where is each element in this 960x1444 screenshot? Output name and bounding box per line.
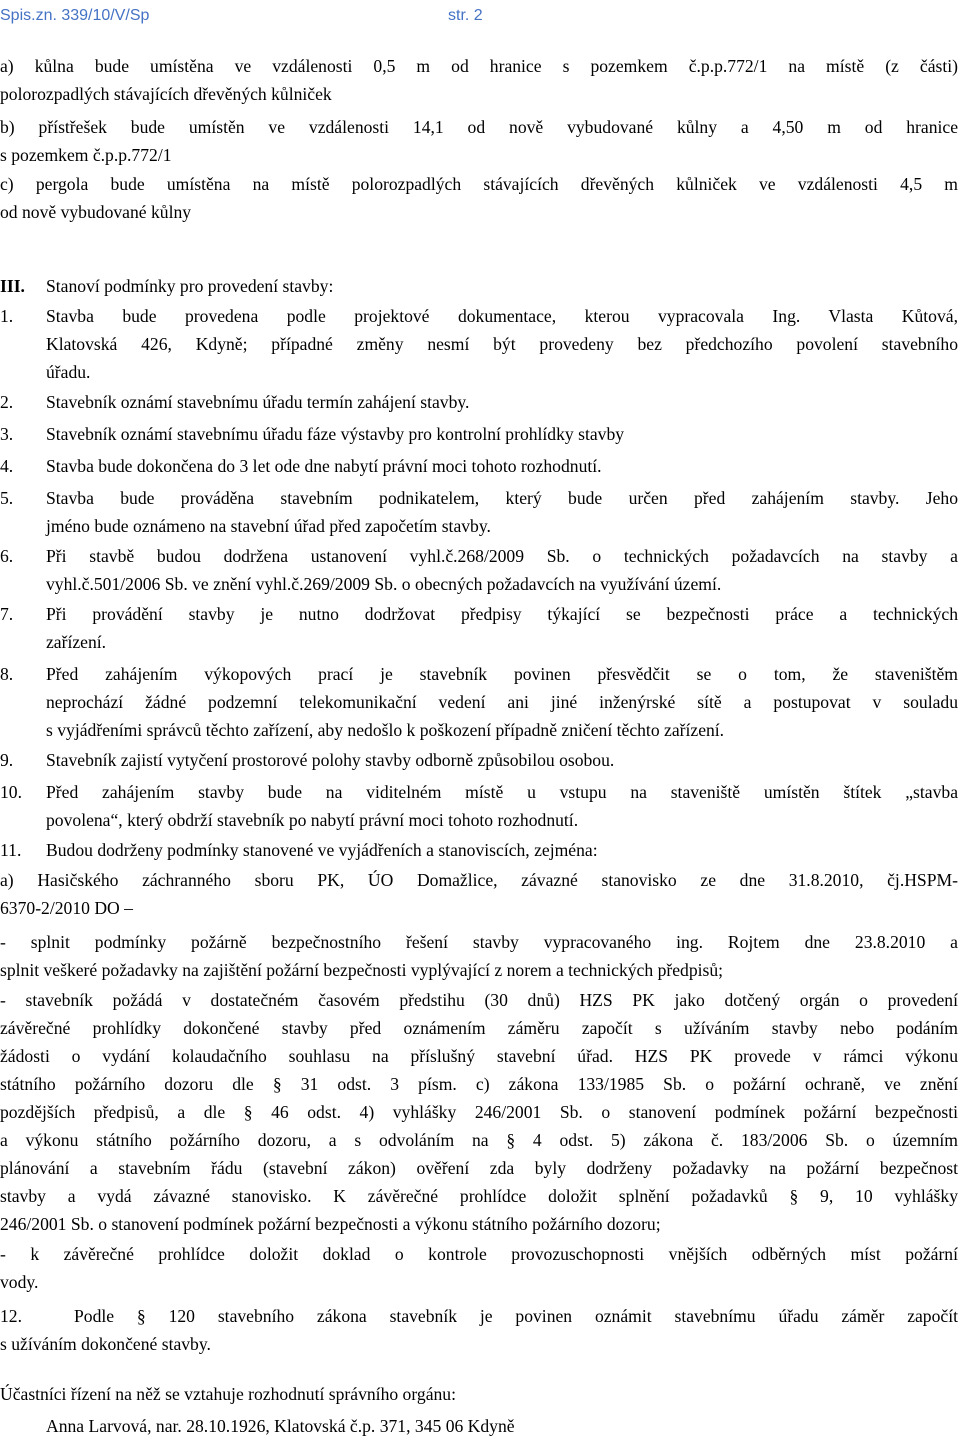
hzs-dash-2-line-8: stavby a vydá závazné stanovisko. K závěrečné prohlídce doložit splnění požadavků § 9, 10 vyhlášky (0, 1186, 958, 1206)
hzs-line-1: a) Hasičského záchranného sboru PK, ÚO Domažlice, závazné stanovisko ze dne 31.8.2010, čj.HSPM- (0, 870, 958, 890)
hzs-line-2: 6370-2/2010 DO – (0, 898, 133, 918)
condition-1-number: 1. (0, 306, 14, 326)
participant-entry: Anna Larvová, nar. 28.10.1926, Klatovská č.p. 371, 345 06 Kdyně (46, 1416, 515, 1436)
hzs-dash-1-line-2: splnit veškeré požadavky na zajištění požární bezpečnosti vyplývající z norem a technických předpisů; (0, 960, 724, 980)
condition-7-number: 7. (0, 604, 14, 624)
hzs-dash-2-line-1: - stavebník požádá v dostatečném časovém předstihu (30 dnů) HZS PK jako dotčený orgán o provedení (0, 990, 958, 1010)
hzs-dash-3-line-2: vody. (0, 1272, 39, 1292)
hzs-dash-2-line-2: závěrečné prohlídky dokončené stavby před oznámením záměru započít s užíváním stavby nebo podáním (0, 1018, 958, 1038)
condition-6-line-2: vyhl.č.501/2006 Sb. ve znění vyhl.č.269/2009 Sb. o obecných požadavcích na využívání území. (46, 574, 722, 594)
condition-5-line-1: Stavba bude prováděna stavebním podnikatelem, který bude určen před zahájením stavby. Jeho (46, 488, 958, 508)
condition-8-line-1: Před zahájením výkopových prací je stavebník povinen přesvědčit se o tom, že staveništěm (46, 664, 958, 684)
condition-8-line-3: s vyjádřeními správců těchto zařízení, aby nedošlo k poškození případně zničení těchto zařízení. (46, 720, 725, 740)
condition-7-line-1: Při provádění stavby je nutno dodržovat předpisy týkající se bezpečnosti práce a technických (46, 604, 958, 624)
location-a-line-1: a) kůlna bude umístěna ve vzdálenosti 0,5 m od hranice s pozemkem č.p.p.772/1 na místě (z části) (0, 56, 958, 76)
hzs-dash-2-line-9: 246/2001 Sb. o stanovení podmínek požární bezpečnosti a výkonu státního požárního dozoru; (0, 1214, 661, 1234)
condition-7-line-2: zařízení. (46, 632, 107, 652)
condition-10-line-1: Před zahájením stavby bude na viditelném místě u vstupu na staveniště umístěn štítek „stavba (46, 782, 958, 802)
condition-8-line-2: neprochází žádné podzemní telekomunikační vedení ani jiné inženýrské sítě a postupovat v souladu (46, 692, 958, 712)
condition-12-line-2: s užíváním dokončené stavby. (0, 1334, 211, 1354)
condition-1-line-2: Klatovská 426, Kdyně; případné změny nesmí být provedeny bez předchozího povolení stavebního (46, 334, 958, 354)
page-number: str. 2 (448, 7, 483, 24)
condition-9-number: 9. (0, 750, 14, 770)
hzs-dash-2-line-6: a výkonu státního požárního dozoru, a s odvoláním na § 4 odst. 5) zákona č. 183/2006 Sb. o územním (0, 1130, 958, 1150)
hzs-dash-3-line-1: - k závěrečné prohlídce doložit doklad o kontrole provozuschopnosti vnějších odběrných míst požární (0, 1244, 958, 1264)
condition-2-line-1: Stavebník oznámí stavebnímu úřadu termín zahájení stavby. (46, 392, 470, 412)
condition-11-line-1: Budou dodrženy podmínky stanovené ve vyjádřeních a stanoviscích, zejména: (46, 840, 598, 860)
location-b-line-1: b) přístřešek bude umístěn ve vzdálenosti 14,1 od nově vybudované kůlny a 4,50 m od hranice (0, 117, 958, 137)
condition-5-number: 5. (0, 488, 14, 508)
condition-9-line-1: Stavebník zajistí vytyčení prostorové polohy stavby odborně způsobilou osobou. (46, 750, 615, 770)
participants-heading: Účastníci řízení na něž se vztahuje rozhodnutí správního orgánu: (0, 1384, 456, 1404)
condition-2-number: 2. (0, 392, 14, 412)
location-b-line-2: s pozemkem č.p.p.772/1 (0, 145, 172, 165)
condition-5-line-2: jméno bude oznámeno na stavební úřad před započetím stavby. (46, 516, 491, 536)
condition-12-line-1: Podle § 120 stavebního zákona stavebník je povinen oznámit stavebnímu úřadu záměr započít (74, 1306, 958, 1326)
hzs-dash-2-line-3: žádosti o vydání kolaudačního souhlasu na příslušný stavební úřad. HZS PK provede v rámci výkonu (0, 1046, 958, 1066)
hzs-dash-1-line-1: - splnit podmínky požárně bezpečnostního řešení stavby vypracovaného ing. Rojtem dne 23.8.2010 a (0, 932, 958, 952)
file-reference: Spis.zn. 339/10/V/Sp (0, 7, 150, 24)
hzs-dash-2-line-7: plánování a stavebním řádu (stavební zákon) ověření zda byly dodrženy požadavky na požární bezpečnost (0, 1158, 958, 1178)
condition-10-number: 10. (0, 782, 22, 802)
condition-11-number: 11. (0, 840, 22, 860)
section-number: III. (0, 276, 25, 296)
condition-6-number: 6. (0, 546, 14, 566)
condition-6-line-1: Při stavbě budou dodržena ustanovení vyhl.č.268/2009 Sb. o technických požadavcích na stavby a (46, 546, 958, 566)
condition-10-line-2: povolena“, který obdrží stavebník po nabytí právní moci tohoto rozhodnutí. (46, 810, 579, 830)
condition-4-line-1: Stavba bude dokončena do 3 let ode dne nabytí právní moci tohoto rozhodnutí. (46, 456, 602, 476)
condition-1-line-1: Stavba bude provedena podle projektové dokumentace, kterou vypracovala Ing. Vlasta Kůtová, (46, 306, 958, 326)
condition-1-line-3: úřadu. (46, 362, 91, 382)
condition-4-number: 4. (0, 456, 14, 476)
condition-12-number: 12. (0, 1306, 22, 1326)
condition-3-number: 3. (0, 424, 14, 444)
location-a-line-2: polorozpadlých stávajících dřevěných kůlniček (0, 84, 332, 104)
location-c-line-2: od nově vybudované kůlny (0, 202, 192, 222)
location-c-line-1: c) pergola bude umístěna na místě polorozpadlých stávajících dřevěných kůlniček ve vzdálenosti 4,5 m (0, 174, 958, 194)
hzs-dash-2-line-4: státního požárního dozoru dle § 31 odst. 3 písm. c) zákona 133/1985 Sb. o požární ochraně, ve znění (0, 1074, 958, 1094)
hzs-dash-2-line-5: pozdějších předpisů, a dle § 46 odst. 4) vyhlášky 246/2001 Sb. o stanovení podmínek požární bezpečnosti (0, 1102, 958, 1122)
condition-8-number: 8. (0, 664, 14, 684)
section-title: Stanoví podmínky pro provedení stavby: (46, 276, 334, 296)
condition-3-line-1: Stavebník oznámí stavebnímu úřadu fáze výstavby pro kontrolní prohlídky stavby (46, 424, 625, 444)
